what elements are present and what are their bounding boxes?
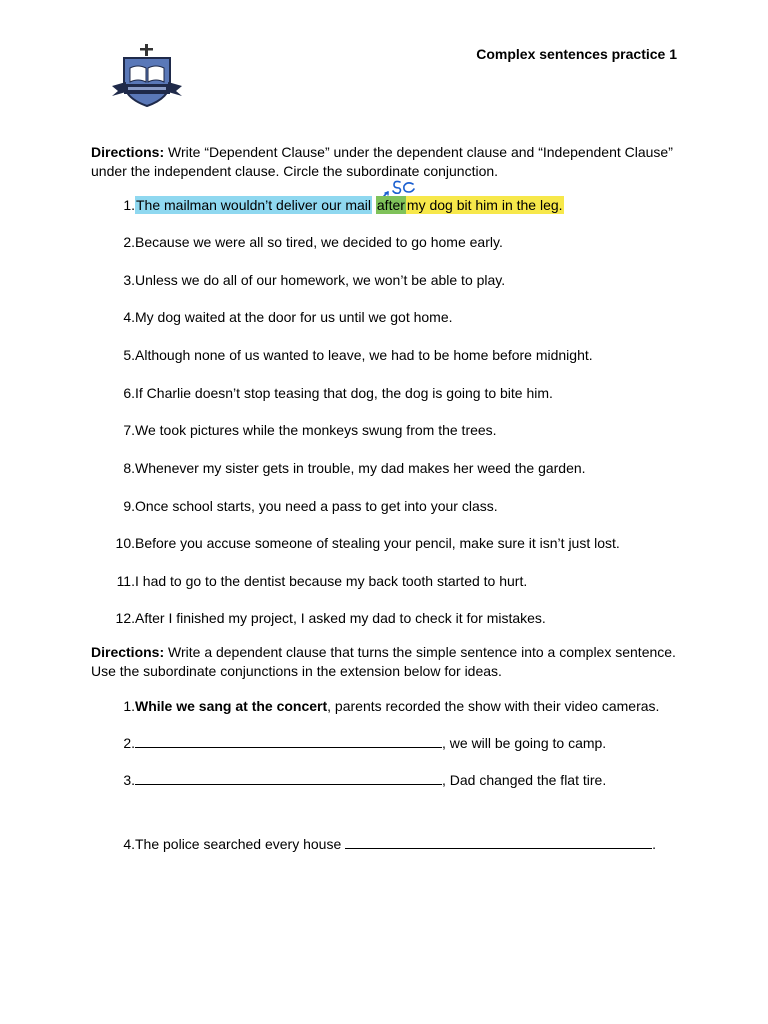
list-item bbox=[91, 195, 563, 215]
directions-2 bbox=[91, 643, 691, 681]
list-item bbox=[91, 533, 620, 553]
item-number: 12. bbox=[115, 610, 135, 626]
directions-label: Directions: bbox=[91, 144, 165, 160]
item-number: 3. bbox=[123, 272, 135, 288]
list-item bbox=[91, 270, 506, 290]
list-item bbox=[91, 496, 498, 516]
list-item bbox=[91, 571, 528, 591]
item-number: 2. bbox=[123, 234, 135, 250]
item-number: 5. bbox=[123, 347, 135, 363]
answer-blank[interactable] bbox=[135, 733, 442, 748]
list-item bbox=[91, 383, 553, 403]
item-number: 11. bbox=[116, 573, 135, 589]
sentence-rest: , parents recorded the show with their video cameras. bbox=[327, 698, 660, 714]
sentence-rest: , we will be going to camp. bbox=[442, 735, 607, 751]
sentence-rest: . bbox=[652, 836, 657, 852]
item-text bbox=[135, 770, 606, 790]
item-number: 4. bbox=[123, 836, 135, 852]
sentence-lead: The police searched every house bbox=[135, 836, 346, 852]
school-crest-icon bbox=[110, 44, 184, 110]
school-crest-logo bbox=[110, 44, 184, 110]
item-number: 9. bbox=[123, 498, 135, 514]
item-text: Before you accuse someone of stealing your pencil, make sure it isn’t just lost. bbox=[135, 535, 620, 551]
item-text: Although none of us wanted to leave, we had to be home before midnight. bbox=[135, 347, 593, 363]
item-number: 2. bbox=[123, 735, 135, 751]
item-text: Once school starts, you need a pass to get into your class. bbox=[135, 498, 498, 514]
item-number: 7. bbox=[123, 422, 135, 438]
list-item bbox=[91, 696, 660, 716]
page-title: Complex sentences practice 1 bbox=[476, 46, 677, 62]
list-item bbox=[91, 307, 453, 327]
list-item bbox=[91, 770, 607, 790]
item-text: Unless we do all of our homework, we won’t be able to play. bbox=[135, 272, 506, 288]
item-text bbox=[135, 195, 564, 215]
item-text: If Charlie doesn’t stop teasing that dog, the dog is going to bite him. bbox=[135, 385, 553, 401]
item-number: 8. bbox=[123, 460, 135, 476]
item-text: Because we were all so tired, we decided to go home early. bbox=[135, 234, 503, 250]
conjunction-highlight: after bbox=[376, 197, 405, 213]
list-item bbox=[91, 232, 503, 252]
dependent-clause-highlight: my dog bit him in the leg. bbox=[406, 197, 563, 213]
item-text: We took pictures while the monkeys swung from the trees. bbox=[135, 422, 497, 438]
item-text bbox=[135, 834, 656, 854]
list-item bbox=[91, 458, 586, 478]
item-text: I had to go to the dentist because my back tooth started to hurt. bbox=[135, 573, 528, 589]
directions-text: Write “Dependent Clause” under the dependent clause and “Independent Clause” under the independent clause. Circle the subordinate conjunction. bbox=[91, 144, 673, 179]
item-number: 3. bbox=[123, 772, 135, 788]
item-text: Whenever my sister gets in trouble, my dad makes her weed the garden. bbox=[135, 460, 586, 476]
example-clause: While we sang at the concert bbox=[135, 698, 328, 714]
item-text: My dog waited at the door for us until we got home. bbox=[135, 309, 453, 325]
item-text bbox=[135, 733, 606, 753]
independent-clause-highlight: The mailman wouldn’t deliver our mail bbox=[136, 197, 371, 213]
list-item bbox=[91, 420, 497, 440]
item-text bbox=[135, 696, 659, 716]
list-item bbox=[91, 608, 546, 628]
directions-label: Directions: bbox=[91, 644, 165, 660]
answer-blank[interactable] bbox=[135, 770, 442, 785]
list-item bbox=[91, 834, 657, 854]
item-number: 1. bbox=[123, 698, 135, 714]
list-item bbox=[91, 345, 593, 365]
item-number: 10. bbox=[115, 535, 135, 551]
list-item bbox=[91, 733, 607, 753]
item-number: 1. bbox=[123, 197, 135, 213]
item-text: After I finished my project, I asked my dad to check it for mistakes. bbox=[135, 610, 546, 626]
answer-blank[interactable] bbox=[345, 834, 652, 849]
directions-text: Write a dependent clause that turns the simple sentence into a complex sentence. Use the subordinate conjunctions in the extension below for ideas. bbox=[91, 644, 676, 679]
sentence-rest: , Dad changed the flat tire. bbox=[442, 772, 607, 788]
item-number: 4. bbox=[123, 309, 135, 325]
item-number: 6. bbox=[123, 385, 135, 401]
